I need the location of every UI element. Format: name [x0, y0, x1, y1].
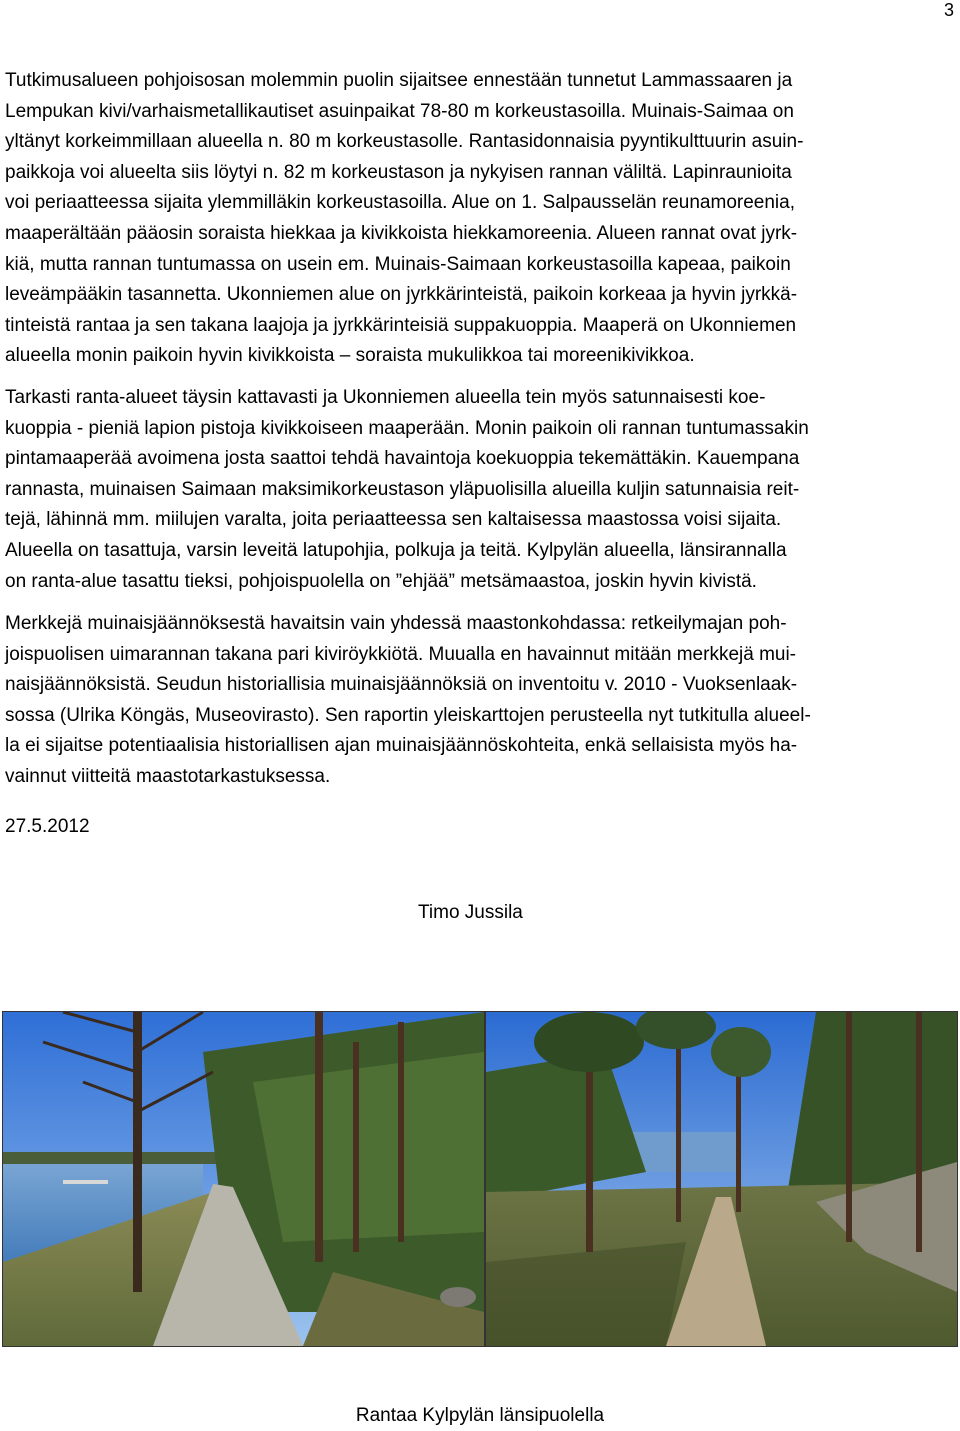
text-line: kiä, mutta rannan tuntumassa on usein em. Muinais-Saimaan korkeustasoilla kapeaa, paikoin — [5, 253, 791, 275]
report-date: 27.5.2012 — [5, 816, 90, 837]
paragraph-1 — [5, 66, 955, 372]
photo-lakeside-road — [3, 1012, 484, 1346]
text-line: tejä, lähinnä mm. miilujen varalta, joita periaatteessa sen kaltaisessa maastossa voisi sijaita. — [5, 509, 782, 531]
text-line: rannasta, muinaisen Saimaan maksimikorkeustason yläpuolisilla alueilla kuljin satunnaisia reit- — [5, 478, 800, 500]
text-line: on ranta-alue tasattu tieksi, pohjoispuolella on ”ehjää” metsämaastoa, joskin hyvin kivistä. — [5, 570, 757, 592]
text-line: Alueella on tasattuja, varsin leveitä latupohjia, polkuja ja teitä. Kylpylän alueella, länsirannalla — [5, 539, 787, 561]
text-line: leveämpääkin tasannetta. Ukonniemen alue on jyrkkärinteistä, paikoin korkeaa ja hyvin jyrkkä- — [5, 284, 798, 306]
text-line: kuoppia - pieniä lapion pistoja kivikkoiseen maaperään. Monin paikoin oli rannan tuntumassakin — [5, 417, 809, 439]
text-line: la ei sijaitse potentiaalisia historiallisen ajan muinaisjäännöskohteita, enkä sellaisista myös ha- — [5, 735, 798, 757]
text-line: sossa (Ulrika Köngäs, Museovirasto). Sen raportin yleiskarttojen perusteella nyt tutkitulla alueel- — [5, 704, 811, 726]
text-line: alueella monin paikoin hyvin kivikkoista – soraista mukulikkoa tai moreenikivikkoa. — [5, 345, 695, 367]
text-line: Tutkimusalueen pohjoisosan molemmin puolin sijaitsee ennestään tunnetut Lammassaaren ja — [5, 70, 793, 91]
text-line: yltänyt korkeimmillaan alueella n. 80 m korkeustasolle. Rantasidonnaisia pyyntikulttuurin asuin- — [5, 131, 804, 153]
text-line: joispuolisen uimarannan takana pari kiviröykkiötä. Muualla en havainnut mitään merkkejä mui- — [5, 643, 797, 665]
text-line: voi periaatteessa sijaita ylemmilläkin korkeustasoilla. Alue on 1. Salpausselän reunamoreenia, — [5, 192, 795, 214]
text-line: Merkkejä muinaisjäännöksestä havaitsin vain yhdessä maastonkohdassa: retkeilymajan poh- — [5, 613, 787, 634]
text-line: vainnut viitteitä maastotarkastuksessa. — [5, 765, 331, 787]
text-line: Lempukan kivi/varhaismetallikautiset asuinpaikat 78-80 m korkeustasoilla. Muinais-Saimaa on — [5, 100, 794, 122]
text-line: naisjäännöksistä. Seudun historiallisia muinaisjäännöksiä on inventoitu v. 2010 - Vuoksenlaak- — [5, 674, 798, 696]
forest-path-illustration — [486, 1012, 957, 1346]
text-line: maaperältään pääosin soraista hiekkaa ja kivikkoista hiekkamoreenia. Alueen rannat ovat jyrk- — [5, 222, 798, 244]
text-line: tinteistä rantaa ja sen takana laajoja ja jyrkkärinteisiä suppakuoppia. Maaperä on Ukonniemen — [5, 314, 797, 336]
paragraph-3 — [5, 609, 955, 793]
lakeside-road-illustration — [3, 1012, 484, 1346]
photo-forest-path — [486, 1012, 957, 1346]
text-line: pintamaaperää avoimena josta saattoi tehdä havaintoja koekuoppia tekemättäkin. Kauempana — [5, 448, 800, 470]
page-number: 3 — [943, 0, 954, 20]
paragraph-2 — [5, 383, 955, 597]
author-name: Timo Jussila — [418, 902, 523, 923]
text-line: paikkoja voi alueelta siis löytyi n. 82 m korkeustason ja nykyisen rannan väliltä. Lapinraunioita — [5, 161, 792, 183]
text-line: Tarkasti ranta-alueet täysin kattavasti ja Ukonniemen alueella tein myös satunnaisesti koe- — [5, 387, 766, 408]
photo-caption: Rantaa Kylpylän länsipuolella — [355, 1405, 605, 1426]
